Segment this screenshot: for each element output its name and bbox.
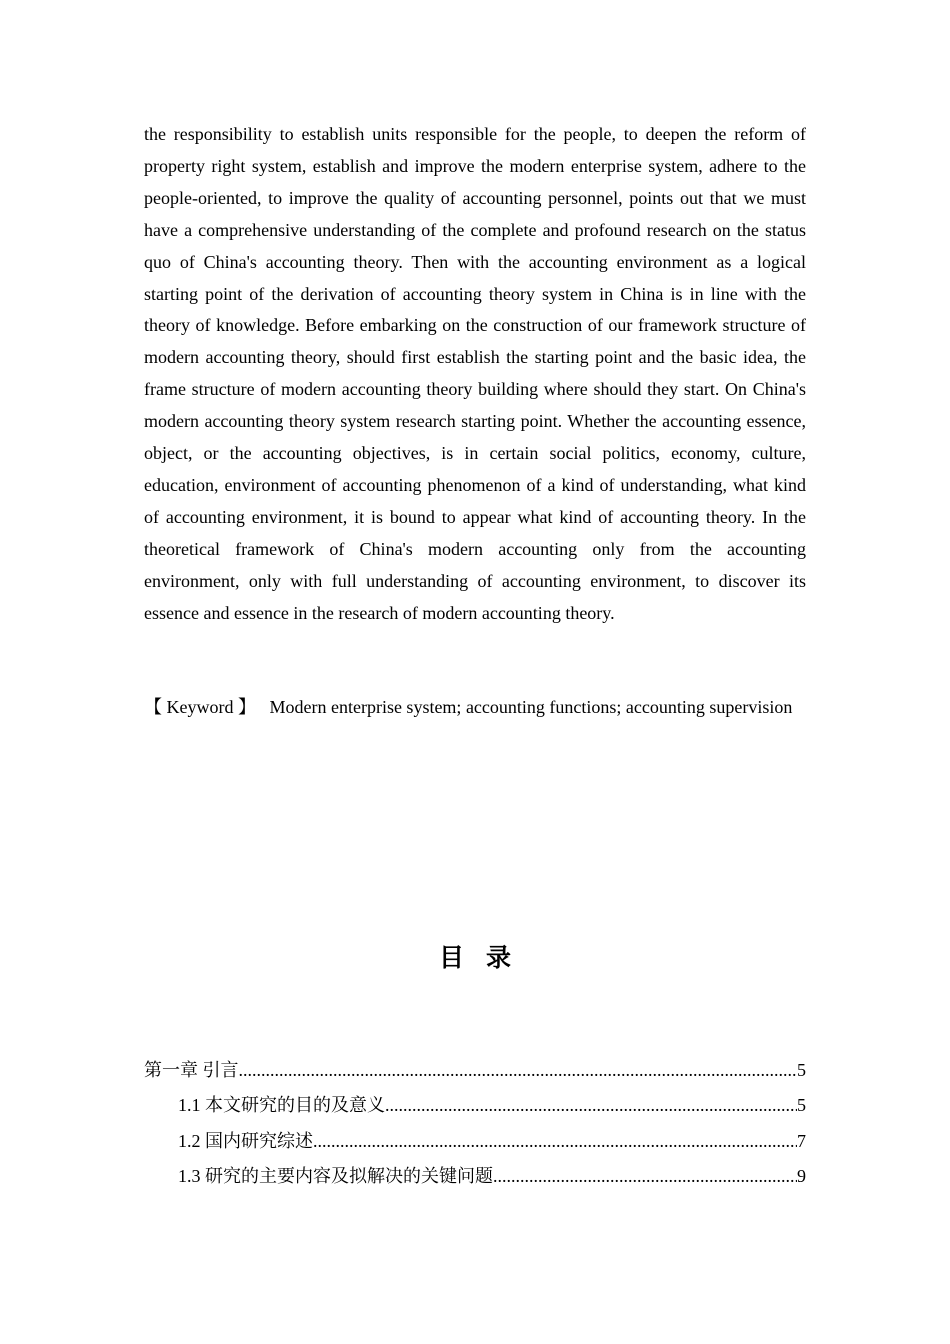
toc-entry-text: 第一章 引言 [144,1060,239,1080]
keywords-line [144,692,806,724]
toc-entry-text: 1.1 本文研究的目的及意义 [178,1095,385,1116]
toc-entry-page: 9 [797,1165,806,1186]
toc-entry-text: 1.3 研究的主要内容及拟解决的关键问题 [178,1165,493,1186]
toc-entry-page: 5 [797,1060,806,1080]
toc-entry-page: 7 [797,1130,806,1151]
toc-title: 目录 [438,943,533,972]
keywords-text: Modern enterprise system; accounting functions; accounting supervision [269,697,793,717]
toc-entry-chapter-1[interactable] [144,1054,806,1089]
toc-dot-leader [239,1054,798,1086]
keywords-spacer [256,697,270,717]
toc-dot-leader [385,1089,797,1121]
toc-dot-leader [493,1160,797,1192]
table-of-contents [144,1054,806,1195]
toc-entry-page: 5 [797,1095,806,1116]
toc-entry-1-1[interactable] [144,1089,806,1124]
toc-entry-1-2[interactable] [144,1125,806,1160]
toc-entry-text: 1.2 国内研究综述 [178,1130,313,1151]
keywords-label: 【 Keyword 】 [144,697,256,717]
abstract-paragraph: the responsibility to establish units responsible for the people, to deepen the reform of property right system, establish and improve the modern enterprise system, adhere to the people-oriented, to improve the quality of accounting personnel, points out that we must have a comprehensive understanding of the complete and profound research on the status quo of China's accounting theory. Then with the accounting environment as a logical starting point of the derivation of accounting theory system in China is in line with the theory of knowledge. Before embarking on the construction of our framework structure of modern accounting theory, should first establish the starting point and the basic idea, the frame structure of modern accounting theory building where should they start. On China's modern accounting theory system research starting point. Whether the accounting essence, object, or the accounting objectives, is in certain social politics, economy, culture, education, environment of accounting phenomenon of a kind of understanding, what kind of accounting environment, it is bound to appear what kind of accounting theory. In the theoretical framework of China's modern accounting only from the accounting environment, only with full understanding of accounting environment, to discover its essence and essence in the research of modern accounting theory. [144,124,806,623]
toc-dot-leader [313,1125,797,1157]
toc-entry-1-3[interactable] [144,1160,806,1195]
